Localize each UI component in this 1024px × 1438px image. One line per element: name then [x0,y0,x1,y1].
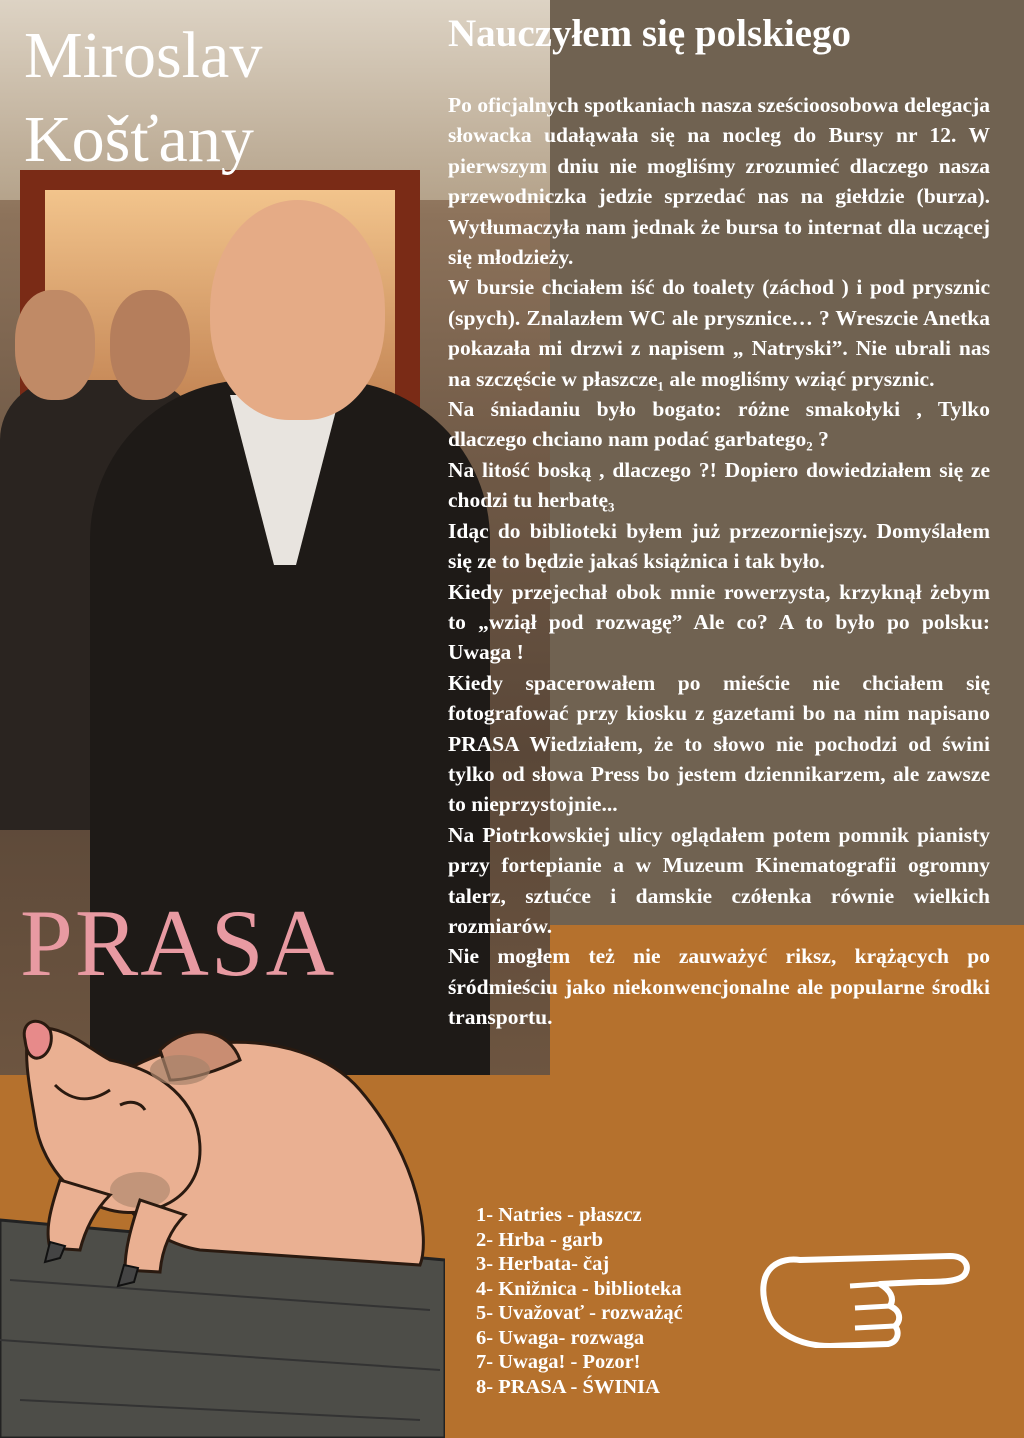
article-body [448,90,990,1033]
pig-snout [24,1021,51,1058]
footnote-item: 3- Herbata- čaj [476,1253,610,1275]
article-paragraph: Kiedy spacerowałem po mieście nie chciałem się fotografować przy kiosku z gazetami bo na nim napisano PRASA Wiedziałem, że to słowo nie pochodzi od świni tylko od słowa Press bo jestem dziennikarzem, ale zawsze to nieprzystojnie... [448,670,990,817]
pointing-hand-outline [763,1256,967,1346]
photo-background-head-2 [110,290,190,400]
footnote-item: 8- PRASA - ŚWINIA [476,1375,660,1398]
author-first-name: Miroslav [24,19,263,92]
author-name [24,14,324,182]
article-paragraph: Nie mogłem też nie zauważyć riksz, krążących po śródmieściu jako niekonwencjonalne ale popularne środki transportu. [448,944,990,1030]
footnote-item: 5- Uvažovať - rozważąć [476,1302,683,1324]
author-last-name: Košťany [24,103,254,176]
prasa-heading: PRASA [20,890,337,996]
photo-background-head-1 [15,290,95,400]
pig-illustration [0,1010,445,1438]
pig-spot [150,1055,210,1085]
article-paragraph: W bursie chciałem iść do toalety (záchod ) i pod prysznic (spych). Znalazłem WC ale prysznice… ? Wreszcie Anetka pokazała mi drzwi z napisem „ Natryski”. Nie ubrali nas na szczęście w płaszcze₁ ale mogliśmy wziąć prysznic. [448,275,990,391]
article-paragraph: Na litość boską , dlaczego ?! Dopiero dowiedziałem się ze chodzi tu herbatę₃ [448,457,990,513]
article-title: Nauczyłem się polskiego [448,12,851,55]
footnote-item: 6- Uwaga- rozwaga [476,1326,645,1349]
pointing-hand-finger-line [855,1326,895,1328]
photo-man-head [210,200,385,420]
footnote-item: 1- Natries - płaszcz [476,1204,642,1226]
pointing-hand-finger-line [850,1284,880,1286]
article-paragraph: Po oficjalnych spotkaniach nasza sześcioosobowa delegacja słowacka udałąwała się na nocleg do Bursy nr 12. W pierwszym dniu nie mogliśmy zrozumieć dlaczego nasza przewodniczka jedzie sprzedać nas na giełdzie (burza). Wytłumaczyła nam jednak że bursa to internat dla uczącej się młodzieży. [448,93,990,270]
footnote-item: 2- Hrba - garb [476,1228,603,1251]
article-paragraph: Na Piotrkowskiej ulicy oglądałem potem pomnik pianisty przy fortepianie a w Muzeum Kinematografii ogromny talerz, sztućce i damskie czółenka równie wielkich rozmiarów. [448,822,990,938]
article-paragraph: Kiedy przejechał obok mnie rowerzysta, krzyknął żebym to „wziął pod rozwagę” Ale co? A to było po polsku: Uwaga ! [448,579,990,665]
footnote-item: 4- Knižnica - biblioteka [476,1277,682,1300]
pointing-hand-finger-line [855,1306,890,1308]
article-paragraph: Idąc do biblioteki byłem już przezorniejszy. Domyślałem się ze to będzie jakaś książnica i tak było. [448,518,990,574]
pointing-hand-icon [760,1238,975,1348]
article-paragraph: Na śniadaniu było bogato: różne smakołyki , Tylko dlaczego chciano nam podać garbatego₂ ? [448,397,990,452]
footnotes-list [476,1203,776,1399]
footnote-item: 7- Uwaga! - Pozor! [476,1351,641,1373]
